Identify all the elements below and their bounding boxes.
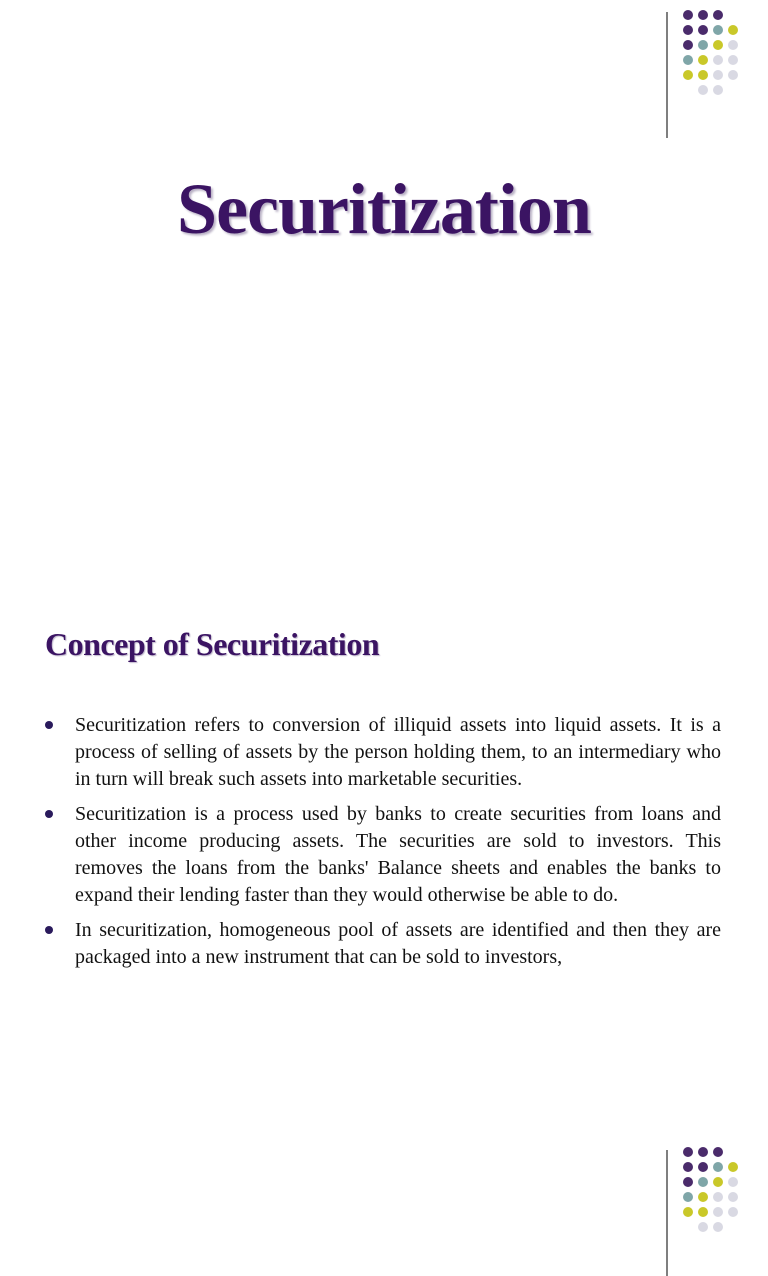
decorative-dot xyxy=(713,1222,723,1232)
decorative-dot xyxy=(683,10,693,20)
decorative-dot xyxy=(713,25,723,35)
bullet-text: Securitization is a process used by banks to create securities from loans and other income producing assets. The securities are sold to investors. This removes the loans from the banks' Balance sheets and enables the banks to expand their lending faster than they would otherwise be able to do. xyxy=(75,803,721,906)
decorative-dot xyxy=(728,70,738,80)
decorative-dot xyxy=(698,1147,708,1157)
decorative-dot xyxy=(683,40,693,50)
decorative-dot xyxy=(698,1207,708,1217)
decorative-dot xyxy=(728,1162,738,1172)
decorative-dot xyxy=(728,40,738,50)
bullet-dot-icon xyxy=(45,810,53,818)
slide-heading: Concept of Securitization xyxy=(45,626,380,662)
decorative-dot xyxy=(713,1207,723,1217)
decorative-dot xyxy=(728,1192,738,1202)
decorative-vertical-line xyxy=(666,1150,668,1276)
decorative-dot xyxy=(713,55,723,65)
decorative-dot xyxy=(713,85,723,95)
decorative-dot xyxy=(698,85,708,95)
decorative-dot xyxy=(713,1147,723,1157)
decorative-dot xyxy=(698,55,708,65)
bullet-list xyxy=(45,712,721,979)
decorative-dot xyxy=(713,1162,723,1172)
decorative-dot xyxy=(683,25,693,35)
decorative-dot-grid xyxy=(683,10,738,95)
bullet-dot-icon xyxy=(45,721,53,729)
decorative-dot xyxy=(728,10,738,20)
title-slide xyxy=(0,0,768,560)
decorative-dot xyxy=(698,40,708,50)
decorative-dot xyxy=(698,25,708,35)
decorative-dot xyxy=(713,1192,723,1202)
decorative-dot xyxy=(683,55,693,65)
decorative-dot xyxy=(728,1147,738,1157)
decorative-dot xyxy=(728,1222,738,1232)
decorative-dot xyxy=(683,1147,693,1157)
decorative-dot xyxy=(713,1177,723,1187)
decorative-dot xyxy=(683,1207,693,1217)
decorative-dot xyxy=(698,1162,708,1172)
decorative-dot xyxy=(728,25,738,35)
decorative-dot xyxy=(683,1177,693,1187)
bullet-text: In securitization, homogeneous pool of assets are identified and then they are packaged into a new instrument that can be sold to investors, xyxy=(75,919,721,968)
decorative-dot xyxy=(698,1177,708,1187)
decorative-dot xyxy=(698,70,708,80)
decorative-dot xyxy=(698,10,708,20)
decorative-dot xyxy=(683,1162,693,1172)
bullet-dot-icon xyxy=(45,926,53,934)
decorative-dot xyxy=(683,70,693,80)
bullet-item xyxy=(45,712,721,793)
decorative-dot xyxy=(698,1192,708,1202)
decorative-dot xyxy=(713,70,723,80)
bullet-item xyxy=(45,801,721,909)
decorative-dot xyxy=(713,40,723,50)
decorative-dot xyxy=(683,1192,693,1202)
decorative-dot xyxy=(728,85,738,95)
bullet-text: Securitization refers to conversion of illiquid assets into liquid assets. It is a process of selling of assets by the person holding them, to an intermediary who in turn will break such assets into marketable securities. xyxy=(75,714,721,790)
decorative-dot xyxy=(683,1222,693,1232)
decorative-dot xyxy=(683,85,693,95)
decorative-dot xyxy=(728,1207,738,1217)
decorative-dot xyxy=(713,10,723,20)
decorative-dot-grid xyxy=(683,1147,738,1232)
decorative-dot xyxy=(728,55,738,65)
slide-title: Securitization xyxy=(177,169,591,249)
decorative-dot xyxy=(698,1222,708,1232)
bullet-item xyxy=(45,917,721,971)
decorative-dot xyxy=(728,1177,738,1187)
decorative-vertical-line xyxy=(666,12,668,138)
